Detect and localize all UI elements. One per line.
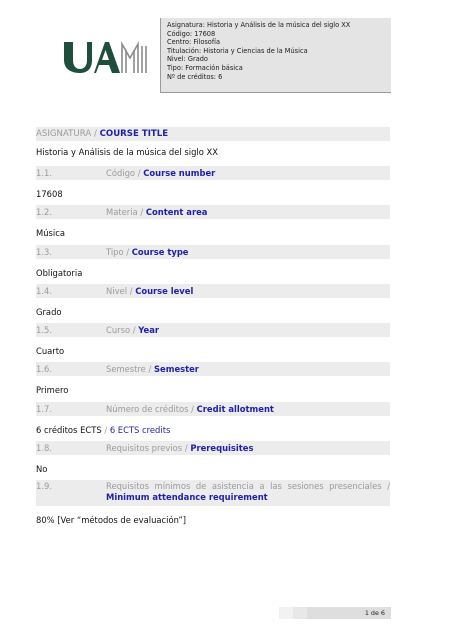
section-value: 17608 [36,189,63,199]
heading-sep: / [145,364,154,374]
heading-en: Course type [131,247,189,257]
heading-es: Requisitos mínimos de asistencia a las sesiones presenciales [106,481,382,491]
heading-es: Nivel [106,286,128,296]
section-heading [36,402,390,416]
heading-sep: / [91,129,100,139]
heading-sep: / [137,207,146,217]
value-es: 6 créditos ECTS [36,425,102,435]
heading-en: Minimum attendance requirement [106,492,268,502]
section-value: Primero [36,385,69,395]
heading-sep: / [182,443,191,453]
section-1-7 [36,402,390,436]
heading-es: Número de créditos [106,404,189,414]
section-1-2 [36,205,390,239]
section-number: 1.1. [36,168,52,178]
heading-en: Prerequisites [190,443,254,453]
heading-en: Year [138,325,160,335]
heading-sep: / [123,247,132,257]
section-heading [36,284,390,298]
heading-es: Materia [106,207,138,217]
heading-line-1 [106,481,390,492]
heading-en: Credit allotment [196,404,274,414]
section-1-1 [36,166,390,200]
section-heading [36,127,390,141]
section-heading [36,480,390,506]
heading-sep: / [127,286,136,296]
page-footer [279,607,391,619]
heading-sep: / [188,404,197,414]
header-line-credits: Nº de créditos: 6 [167,72,223,81]
section-1-9 [36,480,390,526]
header-line-degree: Titulación: Historia y Ciencias de la Música [167,46,308,55]
heading-en: Course level [135,286,194,296]
course-header-box [160,18,391,93]
section-1-6 [36,362,390,396]
page-number: 1 de 6 [307,607,391,619]
section-value: Música [36,228,65,238]
heading-es: ASIGNATURA [36,129,92,139]
section-value: No [36,464,48,474]
section-number: 1.5. [36,325,52,335]
section-number: 1.8. [36,443,52,453]
section-number: 1.3. [36,247,52,257]
footer-block [293,607,307,619]
section-1-5 [36,323,390,357]
section-value: Grado [36,307,62,317]
heading-es: Semestre [106,364,146,374]
heading-sep: / [381,481,391,491]
heading-en: COURSE TITLE [99,129,169,139]
section-number: 1.6. [36,364,52,374]
section-value: Cuarto [36,346,65,356]
uam-logo [62,38,152,76]
section-number: 1.7. [36,404,52,414]
header-line-level: Nivel: Grado [167,55,208,64]
heading-es: Curso [106,325,131,335]
header-line-center: Centro: Filosofía [167,38,221,47]
heading-es: Tipo [106,247,124,257]
heading-es: Código [106,168,136,178]
header-line-type: Tipo: Formación básica [167,63,243,72]
section-number: 1.9. [36,481,52,491]
section-1-8 [36,441,390,475]
section-value [36,425,390,436]
section-value: 80% [Ver “métodos de evaluación”] [36,515,187,525]
header-line-subject: Asignatura: Historia y Análisis de la música del siglo XX [167,21,351,29]
section-course-title [36,127,390,158]
heading-sep: / [135,168,144,178]
header-line-code: Código: 17608 [167,29,216,38]
section-heading [36,166,390,180]
heading-en: Course number [143,168,216,178]
heading-sep: / [130,325,139,335]
heading-text [106,481,390,503]
section-value: Historia y Análisis de la música del siglo XX [36,147,218,157]
value-sep: / [101,425,110,435]
section-number: 1.2. [36,207,52,217]
section-heading [36,205,390,219]
section-heading [36,441,390,455]
section-number: 1.4. [36,286,52,296]
heading-en: Semester [154,364,199,374]
section-1-3 [36,245,390,279]
section-1-4 [36,284,390,318]
heading-es: Requisitos previos [106,443,183,453]
heading-en: Content area [145,207,208,217]
section-value: Obligatoria [36,268,83,278]
value-en: 6 ECTS credits [109,425,171,435]
section-heading [36,362,390,376]
section-heading [36,323,390,337]
section-heading [36,245,390,259]
footer-block [279,607,293,619]
